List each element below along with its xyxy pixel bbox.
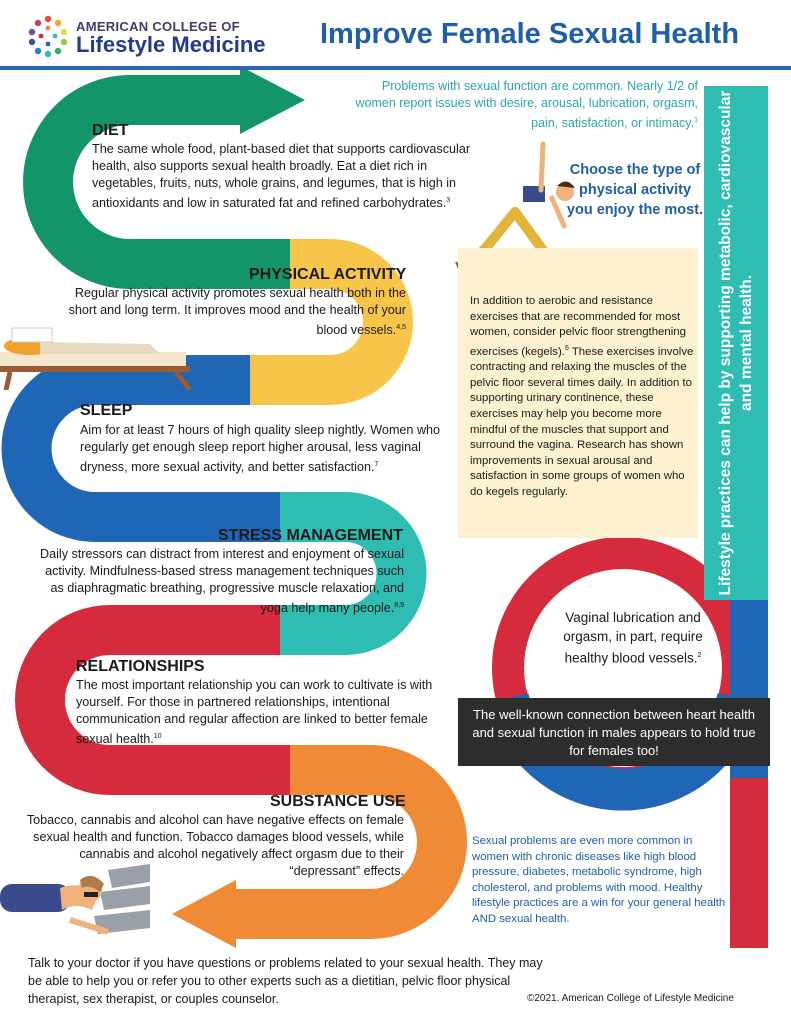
header-divider <box>0 66 791 70</box>
diet-heading: DIET <box>92 122 129 139</box>
diet-arrow-head <box>240 66 305 134</box>
chronic-disease-text: Sexual problems are even more common in women with chronic diseases like high blood pressure, diabetes, metabolic syndrome, high cholesterol, and problems with mood. Healthy lifestyle practices are a win for your general health AND sexual health. <box>472 835 726 925</box>
did-you-know-text: Vaginal lubrication and orgasm, in part, require healthy blood vessels.$^2$ <box>563 610 703 666</box>
sleep-heading: SLEEP <box>80 402 133 419</box>
kegel-text: In addition to aerobic and resistance exercises that are recommended for most women, consider pelvic floor strengthening exercises (kegels).$^6$ These exercises involve contracting and relaxing the muscles of the pelvic floor several times daily. In addition to supporting urinary continence, these exercises may help you become more mindful of the muscles that support and surround the vagina. Research has shown improvements in sexual arousal and satisfaction in some groups of women who do kegels regularly. <box>470 295 694 498</box>
stress-management-heading: STRESS MANAGEMENT <box>218 527 403 544</box>
footer-text: Talk to your doctor if you have questions or problems related to your sexual health. They may be able to help you or refer you to other experts such as a dietitian, pelvic floor physical therapist, sex therapist, or couples counselor. <box>28 956 543 1006</box>
heart-health-callout-text: The well-known connection between heart health and sexual function in males appears to hold true for females too! <box>472 707 756 758</box>
relationships-text: The most important relationship you can work to cultivate is with yourself. For those in partnered relationships, intentional communication and regular affection are linked to better female sexual health.$^{10}$ <box>76 678 433 747</box>
vertical-banner-text: Lifestyle practices can help by supporting metabolic, cardiovascular and mental health. <box>717 90 755 596</box>
physical-activity-text: Regular physical activity promotes sexual health both in the short and long term. It improves mood and the health of your blood vessels.$^{4,5}$ <box>68 286 406 338</box>
intro-text: Problems with sexual function are common. Nearly 1/2 of women report issues with desire, arousal, lubrication, orgasm, pain, satisfaction, or intimacy.$^1$ <box>355 79 698 131</box>
substance-arrow-head <box>172 880 236 948</box>
physical-activity-heading: PHYSICAL ACTIVITY <box>249 266 407 283</box>
sleep-text: Aim for at least 7 hours of high quality sleep nightly. Women who regularly get enough sleep report higher arousal, less vaginal dryness, more sexual activity, and better satisfaction.$^7$ <box>80 423 441 475</box>
logo-line-2: Lifestyle Medicine <box>76 32 266 57</box>
diet-text: The same whole food, plant-based diet that supports cardiovascular health, also supports sexual health broadly. Eat a diet rich in vegetables, fruits, nuts, whole grains, and legumes, that is high in antioxidants and low in saturated fat and refined carbohydrates.$^3$ <box>92 142 471 211</box>
stress-management-text: Daily stressors can distract from interest and enjoyment of sexual activity. Mindfulness-based stress management techniques such as diaphragmatic breathing, progressive muscle relaxation, and yoga help many people.$^{8,9}$ <box>40 547 404 616</box>
relationships-heading: RELATIONSHIPS <box>76 658 205 675</box>
page-title: Improve Female Sexual Health <box>320 18 740 50</box>
substance-use-heading: SUBSTANCE USE <box>270 793 406 810</box>
logo-line-1: AMERICAN COLLEGE OF <box>76 19 240 34</box>
logo-icon <box>26 14 70 58</box>
choose-activity-callout: Choose the type of physical activity you enjoy the most. <box>566 162 704 218</box>
svg-text:DID YOU KNOW?: DID YOU KNOW? <box>501 543 634 661</box>
copyright: ©2021. American College of Lifestyle Medicine <box>527 993 734 1004</box>
substance-use-text: Tobacco, cannabis and alcohol can have negative effects on female sexual health and function. Tobacco damages blood vessels, while cannabis and alcohol negatively affect orgasm due to their “depressant” effects. <box>26 813 404 878</box>
